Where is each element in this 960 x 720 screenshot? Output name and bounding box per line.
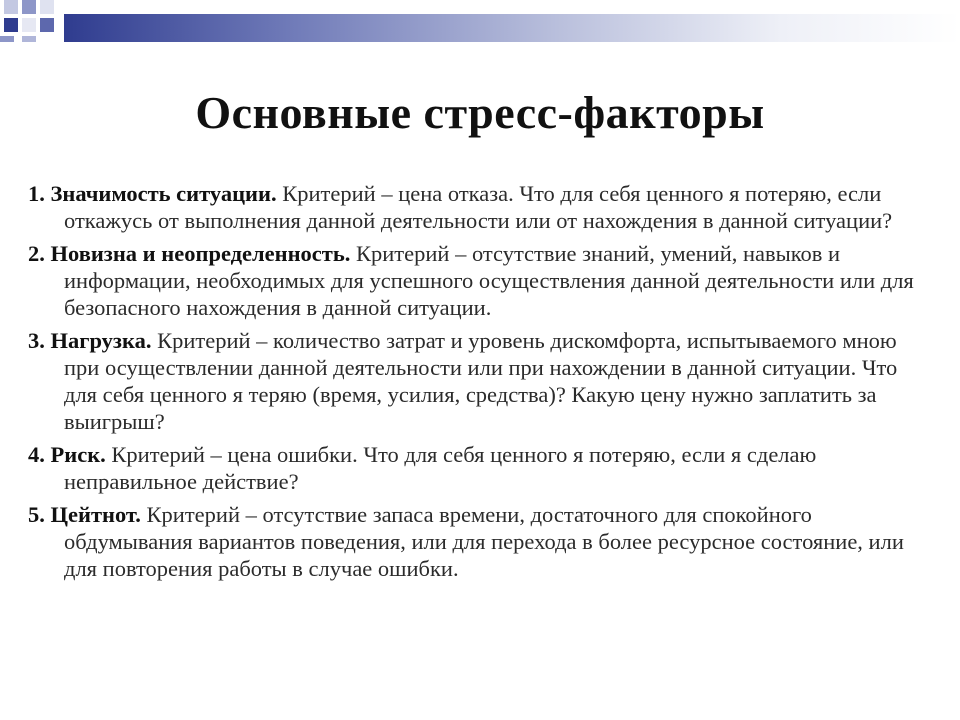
item-heading: 5. Цейтнот. bbox=[28, 502, 141, 527]
list-item bbox=[28, 327, 928, 435]
decor-square bbox=[40, 18, 54, 32]
decor-square bbox=[4, 0, 18, 14]
item-heading: 1. Значимость ситуации. bbox=[28, 181, 277, 206]
stress-factor-list bbox=[28, 180, 928, 588]
decor-square bbox=[22, 36, 36, 42]
item-text: Критерий – отсутствие запаса времени, достаточного для спокойного обдумывания вариантов поведения, или для перехода в более ресурсное состояние, или для повторения работы в случае ошибки. bbox=[64, 502, 904, 581]
list-item bbox=[28, 501, 928, 582]
slide-title: Основные стресс-факторы bbox=[195, 87, 765, 138]
item-heading: 4. Риск. bbox=[28, 442, 106, 467]
list-item bbox=[28, 180, 928, 234]
list-item bbox=[28, 240, 928, 321]
decor-square bbox=[22, 18, 36, 32]
decor-square bbox=[0, 36, 14, 42]
item-text: Критерий – цена ошибки. Что для себя ценного я потеряю, если я сделаю неправильное действие? bbox=[64, 442, 817, 494]
item-text: Критерий – цена отказа. Что для себя ценного я потеряю, если откажусь от выполнения данной деятельности или от нахождения в данной ситуации? bbox=[64, 181, 893, 233]
item-heading: 2. Новизна и неопределенность. bbox=[28, 241, 351, 266]
item-text: Критерий – количество затрат и уровень дискомфорта, испытываемого мною при осуществлении данной деятельности или при нахождении в данной ситуации. Что для себя ценного я теряю (время, усилия, средства)? Какую цену нужно заплатить за выигрыш? bbox=[64, 328, 898, 434]
decor-square bbox=[4, 18, 18, 32]
decor-square bbox=[40, 0, 54, 14]
header-gradient-bar bbox=[64, 14, 960, 42]
item-heading: 3. Нагрузка. bbox=[28, 328, 152, 353]
decor-square bbox=[22, 0, 36, 14]
item-text: Критерий – отсутствие знаний, умений, навыков и информации, необходимых для успешного осуществления данной деятельности или для безопасного нахождения в данной ситуации. bbox=[64, 241, 914, 320]
header-decoration bbox=[0, 0, 960, 42]
list-item bbox=[28, 441, 928, 495]
